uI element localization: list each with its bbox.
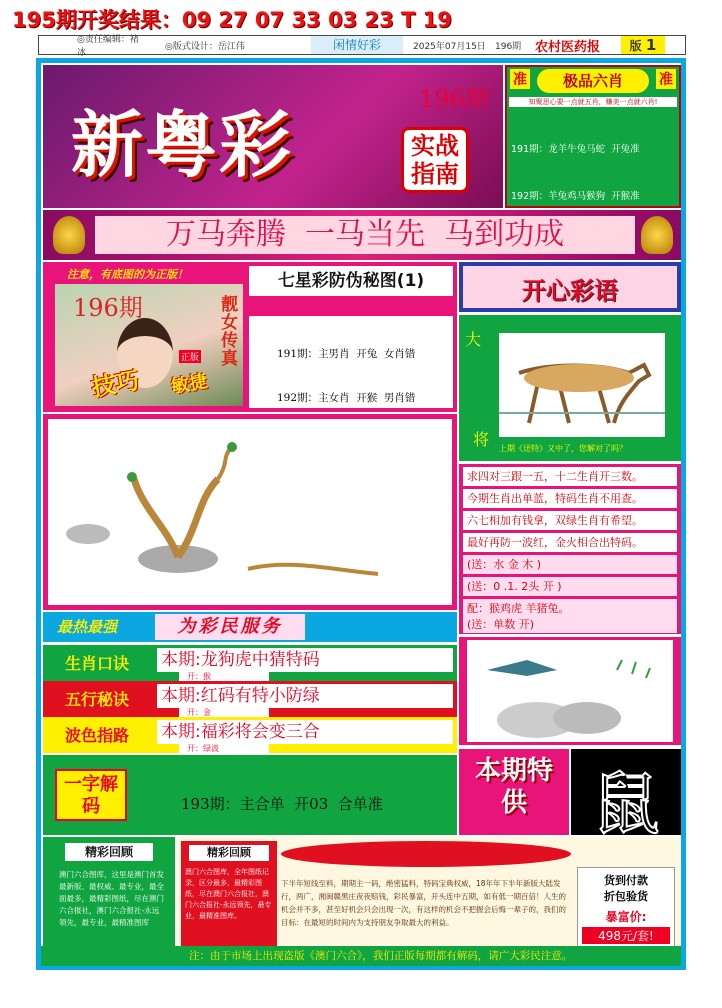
- bird-image: [459, 637, 681, 745]
- buddha-right-icon: [641, 216, 673, 254]
- tip-text: 本期:红码有特小防绿: [157, 684, 453, 708]
- footer-notice: 注：由于市场上出现盗版《澳门六合》，我们正版每期都有解码，请广大彩民注意。: [41, 946, 681, 966]
- char-top: 大: [465, 330, 482, 349]
- buddha-left-icon: [53, 216, 85, 254]
- skill-text: 技巧: [89, 366, 142, 402]
- tip-open: 开：金: [179, 707, 269, 717]
- poem-block: [459, 464, 681, 616]
- tip-open: 开：猴: [179, 671, 269, 681]
- date: 2025年07月15日: [413, 41, 486, 52]
- decode-rows: [181, 757, 383, 835]
- zodiac-row: 191期：龙羊牛兔马蛇 开兔准: [511, 144, 640, 155]
- poem-line: 最好再防一波红，金火相合出特码。: [463, 533, 677, 552]
- quick-text: 敏捷: [169, 371, 209, 398]
- bird-drawing: [467, 640, 673, 742]
- send-line: 配：猴鸡虎 羊猪兔。: [463, 599, 677, 616]
- tip-row-zodiac: [43, 645, 457, 681]
- red-ellipse: [281, 841, 571, 867]
- photo-side-text: 靓女传真: [221, 295, 238, 369]
- banner-issue: 196期: [419, 85, 489, 113]
- hot-label: 最热最强: [57, 618, 118, 636]
- tip-label: 生肖口诀: [65, 654, 130, 673]
- zodiac-subtitle: 知聚思心要一点就五肖，赚美一点就六肖!: [509, 97, 677, 107]
- corner-right: 准: [656, 69, 676, 89]
- paper-name: 农村医药报: [535, 39, 601, 55]
- send-line: (送：水 金 木 ): [463, 555, 677, 574]
- zodiac-box: [505, 65, 681, 208]
- happy-caption: 上期《送特》又中了，您解对了吗？: [499, 444, 627, 453]
- review-left-body: 澳门六合图库，这里是澳门首发最新版、最权威、最专业，最全面最多，最精彩图纸，尽在澳门六合报社，澳门六合报社-永远领先，最专业，最精准图库: [59, 870, 164, 927]
- cod-line3: 暴富价:: [605, 910, 647, 924]
- designer-credit: ◎版式设计：岳江伟: [165, 41, 245, 52]
- special-label-box: [459, 749, 569, 835]
- review-left-title: 精彩回顾: [65, 843, 153, 861]
- cod-line2: 折包验货: [604, 890, 648, 903]
- zodiac-row: 192期：羊兔鸡马猴狗 开猴准: [511, 190, 640, 202]
- char-bottom: 将: [473, 430, 490, 449]
- guide-badge: 实战指南: [401, 127, 469, 193]
- title-banner: [43, 65, 503, 208]
- leisure-label: 闲情好彩: [311, 36, 403, 54]
- slogan-bar: [43, 210, 681, 260]
- special-label: 本期特供: [474, 756, 553, 818]
- special-char: 鼠: [591, 766, 660, 835]
- cod-line1: 货到付款: [604, 874, 648, 887]
- send-last-row: [459, 616, 681, 634]
- slogan-text: 万马奔腾 一马当先 马到功成: [95, 216, 635, 254]
- review-right-title: 精彩回顾: [189, 845, 269, 861]
- happy-title-box: [459, 262, 681, 312]
- poem-list: [463, 467, 677, 616]
- editor-credit: ◎责任编辑：褚 冰: [77, 35, 139, 58]
- cod-price: 498元/套!: [582, 927, 670, 944]
- review-right-body: 澳门六合图库，全年图纸记录，区分最多，最精彩图纸，尽在澳门六合报社，澳门六合报社-永远领先，最专业，最精准图库。: [185, 868, 272, 920]
- banner-title: 新粤彩: [71, 102, 294, 187]
- happy-image: [459, 315, 681, 461]
- seven-star-rows: [249, 316, 453, 408]
- hot-slogan: 为彩民服务: [155, 614, 305, 640]
- main-frame: [36, 58, 686, 970]
- review-right-panel: [181, 841, 277, 951]
- tree-image: [43, 414, 457, 610]
- seven-star-row: 191期：主男肖 开兔 女肖错: [277, 348, 416, 360]
- page-header: [38, 35, 686, 58]
- happy-title: 开心彩语: [522, 277, 618, 305]
- notice-text: 注意，有底图的为正版！: [67, 268, 188, 281]
- decode-label: 一字解码: [55, 769, 127, 821]
- photo-panel: [55, 284, 243, 406]
- promo-message: 下半年短线至料，期期主一码，绝密猛料，特码宝典权威，18年年下半年新版大陆发行，两广，湘闽赣黑庄夜夜赔钱，彩民暴富，开头连中五期，如有低一期百倍！人生的机会并不多，甚至好机会只会出现一次，有这样的机会不把握会后悔一辈子的，我们的目标：在最短的时间内为支持朋友争取最大的利益。: [281, 879, 566, 927]
- tree-drawing: [48, 419, 452, 605]
- send-line: (送：0 .1. 2头 开 ): [463, 577, 677, 596]
- photo-issue: 196期: [73, 294, 143, 322]
- tip-row-color: [43, 717, 457, 753]
- seven-star-title: 七星彩防伪秘图(1): [249, 266, 453, 296]
- decode-block: [43, 755, 457, 835]
- tip-row-element: [43, 681, 457, 717]
- seven-star-row: 192期：主女肖 开猴 男肖错: [277, 391, 416, 404]
- poem-line: 六七相加有钱拿，双绿生肖有希望。: [463, 511, 677, 530]
- page-label: 版: [629, 39, 642, 53]
- hot-strip: [43, 612, 457, 642]
- tip-open: 开：绿波: [179, 743, 269, 753]
- poem-line: 求四对三跟一五，十二生肖开三数。: [463, 467, 677, 486]
- tip-text: 本期:龙狗虎中猜特码: [157, 648, 453, 672]
- tip-label: 波色指路: [65, 726, 130, 745]
- page-number: 1: [645, 36, 657, 54]
- send-line: (送：单数 开): [463, 616, 677, 633]
- top-result: 195期开奖结果：09 27 07 33 03 23 T 19: [12, 8, 452, 32]
- special-char-box: [571, 749, 681, 835]
- issue: 196期: [495, 41, 522, 52]
- tip-label: 五行秘诀: [65, 690, 130, 709]
- zodiac-rows: [511, 111, 677, 208]
- genuine-badge: 正版: [179, 350, 201, 363]
- corner-left: 准: [510, 69, 530, 89]
- zodiac-title: 极品六肖: [537, 69, 649, 93]
- leopard-drawing: [499, 333, 665, 437]
- tip-text: 本期:福彩将会变三合: [157, 720, 453, 744]
- decode-row: 193期：主合单 开03 合单准: [181, 795, 383, 813]
- poem-line: 今期生肖出单蓝，特码生肖不用查。: [463, 489, 677, 508]
- notice-block: [43, 262, 457, 412]
